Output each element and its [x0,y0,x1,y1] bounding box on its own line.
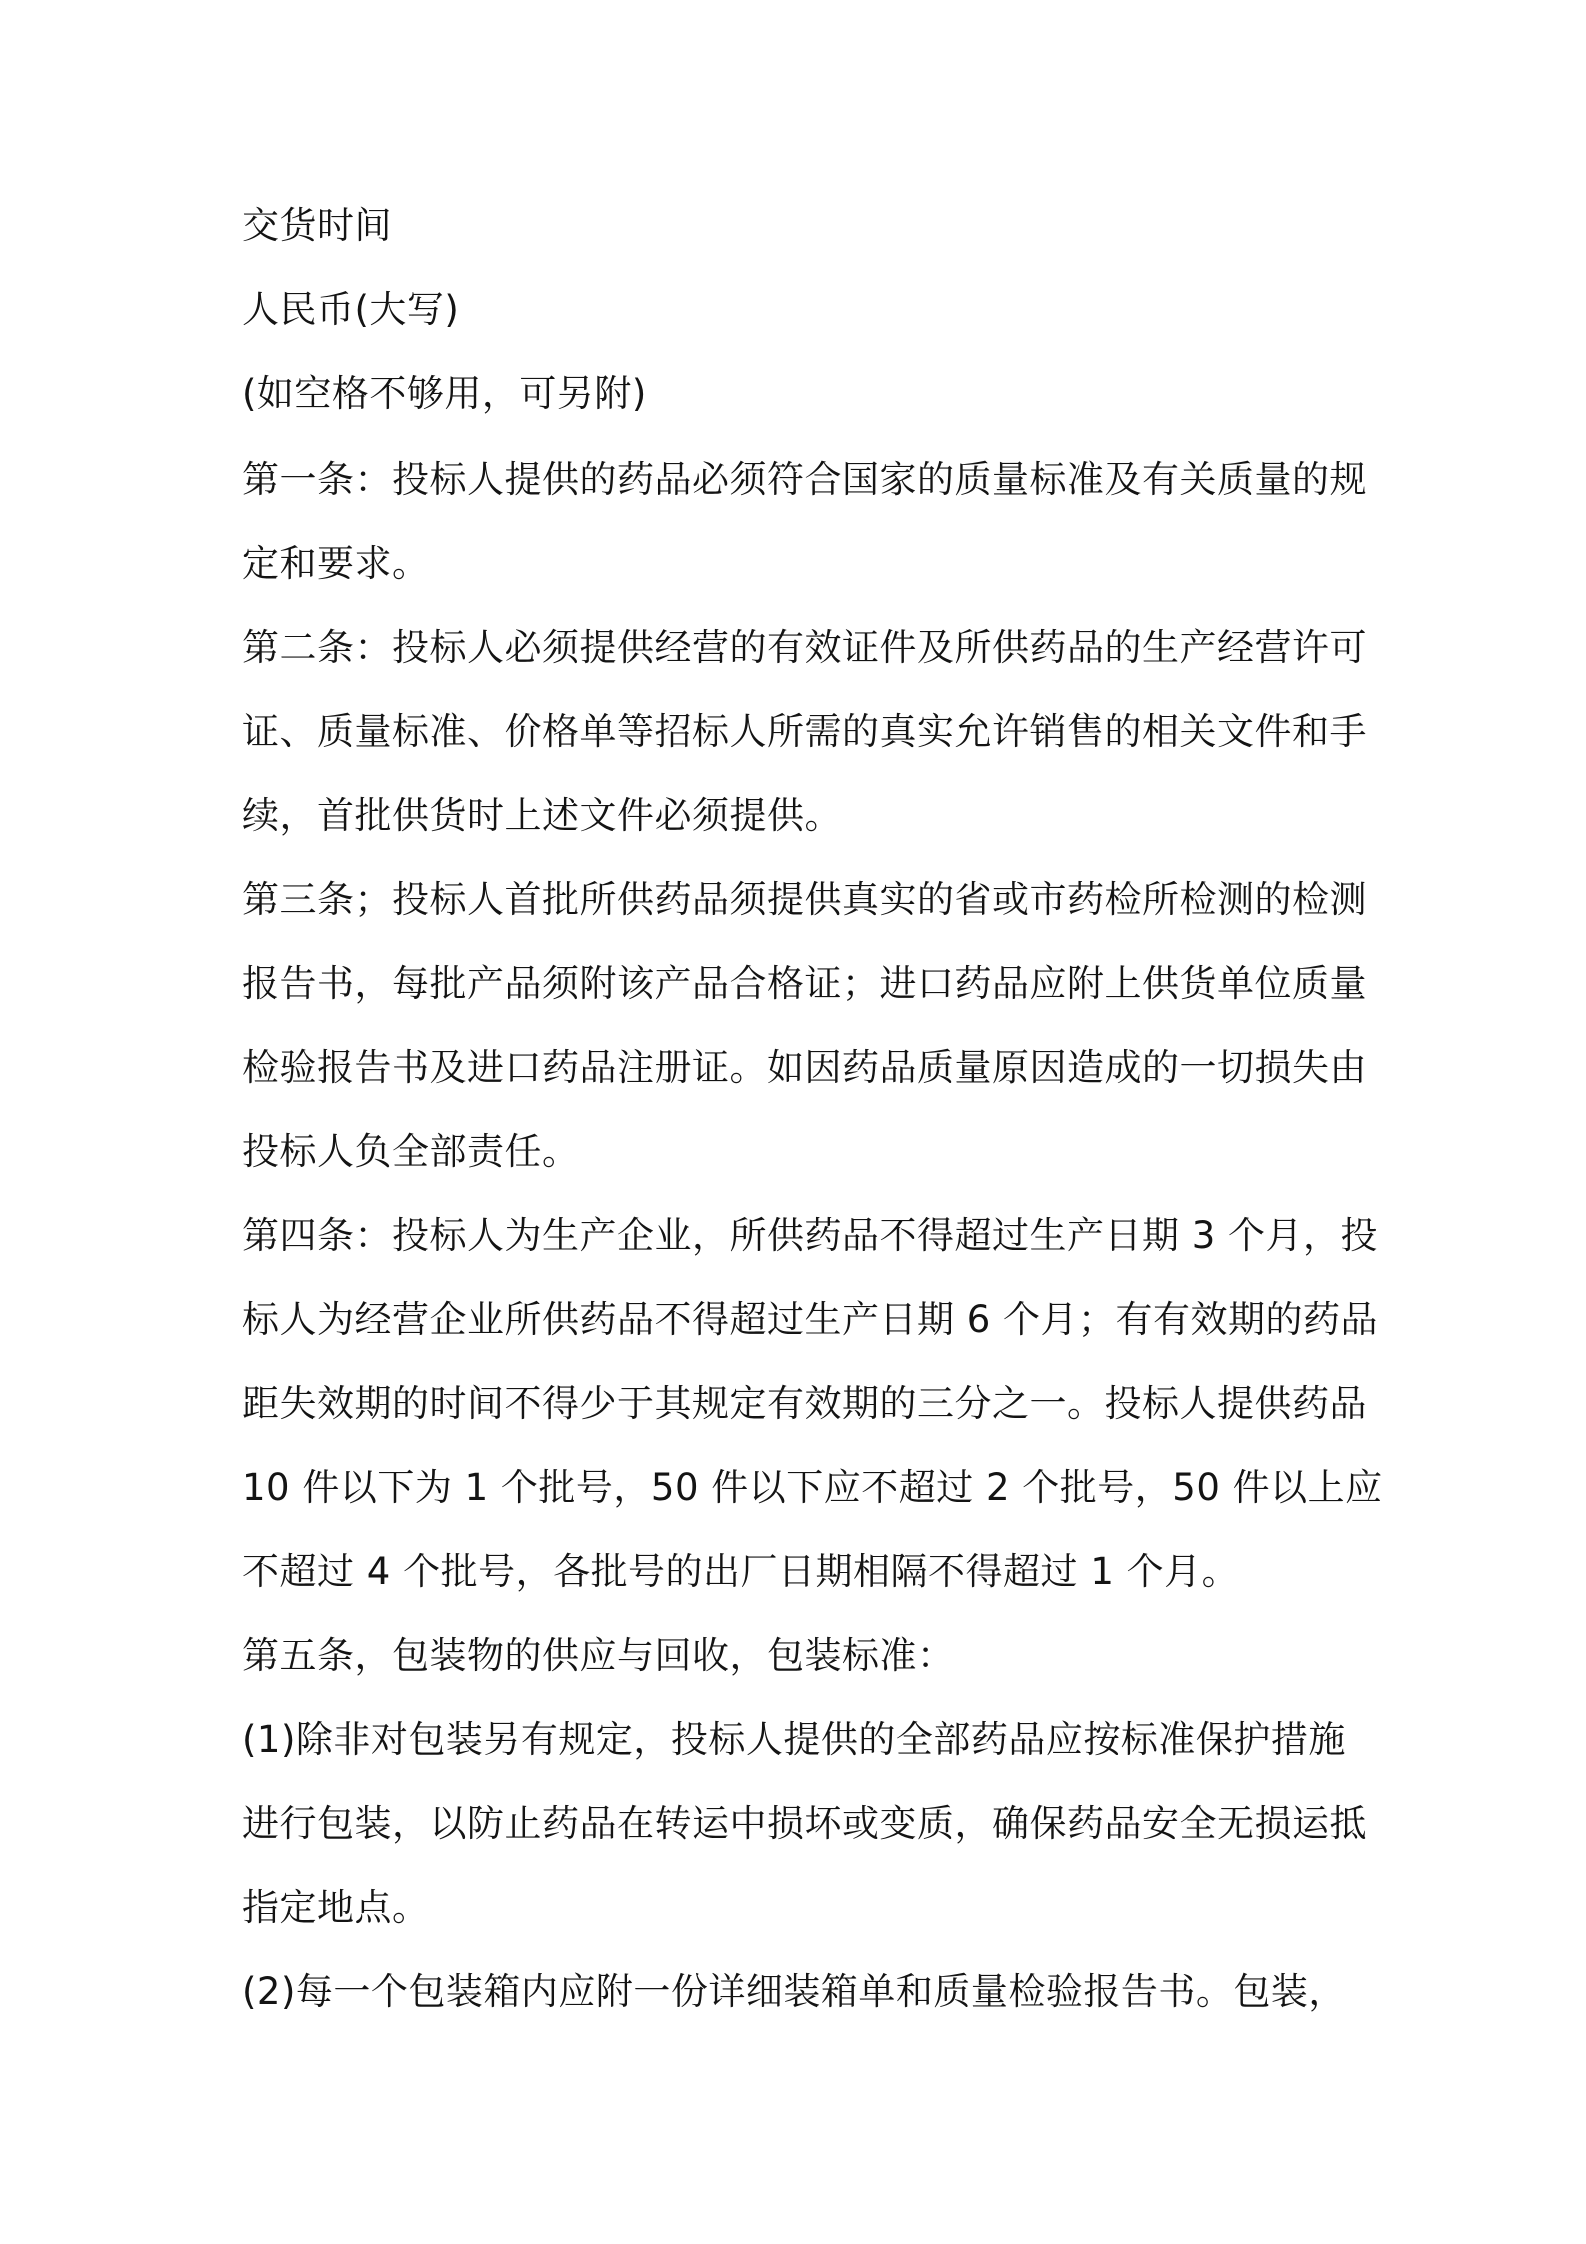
text-line-rmb-amount: 人民币(大写) [242,288,460,331]
text-line-article-1-cont: 定和要求。 [242,542,430,585]
text-line-article-4-cont: 标人为经营企业所供药品不得超过生产日期 6 个月；有有效期的药品 [242,1298,1379,1341]
text-line-article-3: 第三条；投标人首批所供药品须提供真实的省或市药检所检测的检测 [242,878,1367,921]
text-line-article-2: 第二条：投标人必须提供经营的有效证件及所供药品的生产经营许可 [242,626,1367,669]
text-line-article-4-cont: 10 件以下为 1 个批号，50 件以下应不超过 2 个批号，50 件以上应 [242,1466,1383,1509]
text-line-clause-1-cont: 进行包装，以防止药品在转运中损坏或变质，确保药品安全无损运抵 [242,1802,1367,1845]
text-line-clause-2: (2)每一个包装箱内应附一份详细装箱单和质量检验报告书。包装， [242,1970,1346,2013]
text-line-article-5: 第五条，包装物的供应与回收，包装标准： [242,1634,955,1677]
text-line-delivery-time: 交货时间 [242,204,392,247]
text-line-article-3-cont: 报告书，每批产品须附该产品合格证；进口药品应附上供货单位质量 [242,962,1367,1005]
text-line-clause-1: (1)除非对包装另有规定，投标人提供的全部药品应按标准保护措施 [242,1718,1346,1761]
text-line-clause-1-cont: 指定地点。 [242,1886,430,1929]
text-line-article-4-cont: 距失效期的时间不得少于其规定有效期的三分之一。投标人提供药品 [242,1382,1367,1425]
text-line-article-2-cont: 续，首批供货时上述文件必须提供。 [242,794,842,837]
text-line-article-3-cont: 检验报告书及进口药品注册证。如因药品质量原因造成的一切损失由 [242,1046,1367,1089]
text-line-space-note: (如空格不够用，可另附) [242,372,647,415]
text-line-article-1: 第一条：投标人提供的药品必须符合国家的质量标准及有关质量的规 [242,458,1367,501]
text-line-article-3-cont: 投标人负全部责任。 [242,1130,580,1173]
text-line-article-2-cont: 证、质量标准、价格单等招标人所需的真实允许销售的相关文件和手 [242,710,1367,753]
text-line-article-4-cont: 不超过 4 个批号，各批号的出厂日期相隔不得超过 1 个月。 [242,1550,1240,1593]
text-line-article-4: 第四条：投标人为生产企业，所供药品不得超过生产日期 3 个月，投 [242,1214,1379,1257]
